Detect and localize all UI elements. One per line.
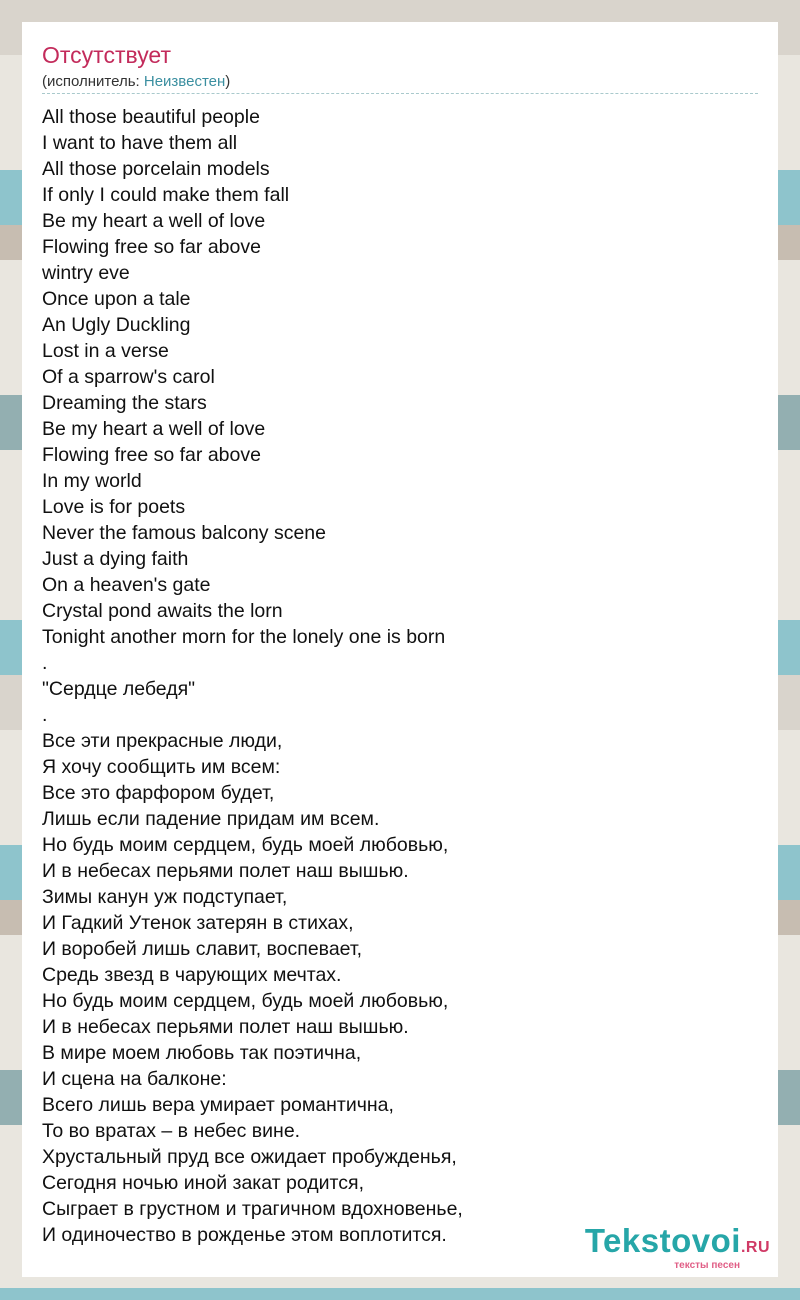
lyric-line: Of a sparrow's carol [42,366,215,388]
lyric-line: Never the famous balcony scene [42,522,326,544]
lyric-line: Dreaming the stars [42,392,207,414]
lyric-line: wintry eve [42,262,130,284]
lyric-line: If only I could make them fall [42,184,290,206]
lyric-line: On a heaven's gate [42,574,211,596]
lyric-line: Лишь если падение придам им всем. [42,808,380,830]
lyric-line: I want to have them all [42,132,238,154]
lyric-line: В мире моем любовь так поэтична, [42,1042,362,1064]
artist-line [42,73,230,90]
lyric-line: Be my heart a well of love [42,210,266,232]
lyric-line: All those beautiful people [42,106,260,128]
artist-link[interactable]: Неизвестен [143,73,226,90]
lyric-line: И Гадкий Утенок затерян в стихах, [42,912,354,934]
lyrics-card [22,22,778,1277]
song-title: Отсутствует [42,42,171,68]
lyric-line: All those porcelain models [42,158,270,180]
logo-wordmark [585,1224,770,1265]
site-logo[interactable] [585,1224,770,1271]
lyric-line: Love is for poets [42,496,186,518]
artist-prefix: (исполнитель: [42,73,144,90]
lyric-line: Crystal pond awaits the lorn [42,600,283,622]
lyric-line: Все это фарфором будет, [42,782,275,804]
lyric-line: Tonight another morn for the lonely one is born [42,626,446,648]
lyric-line: Just a dying faith [42,548,189,570]
lyric-line: Я хочу сообщить им всем: [42,756,281,778]
logo-name: Tekstovoi [584,1222,741,1259]
lyric-line: Все эти прекрасные люди, [42,730,283,752]
lyric-line: . [42,652,48,674]
lyric-line: То во вратах – в небес вине. [42,1120,301,1142]
lyric-line: Flowing free so far above [42,444,261,466]
lyric-line: Всего лишь вера умирает романтична, [42,1094,394,1116]
lyrics-text [42,104,742,1248]
lyric-line: Be my heart a well of love [42,418,266,440]
lyric-line: Средь звезд в чарующих мечтах. [42,964,342,986]
lyric-line: Flowing free so far above [42,236,261,258]
lyric-line: Хрустальный пруд все ожидает пробужденья, [42,1146,457,1168]
lyric-line: Сыграет в грустном и трагичном вдохновенье, [42,1198,463,1220]
lyric-line: Once upon a tale [42,288,191,310]
bottom-stripe [0,1288,800,1300]
lyric-line: Зимы канун уж подступает, [42,886,288,908]
lyric-line: И в небесах перьями полет наш вышью. [42,860,409,882]
logo-tagline: тексты песен [674,1260,740,1271]
logo-tld: .RU [740,1239,770,1256]
lyric-line: И воробей лишь славит, воспевает, [42,938,363,960]
lyric-line: . [42,704,48,726]
lyric-line: И сцена на балконе: [42,1068,227,1090]
lyric-line: Lost in a verse [42,340,169,362]
lyric-line: Но будь моим сердцем, будь моей любовью, [42,990,449,1012]
lyric-line: An Ugly Duckling [42,314,191,336]
lyric-line: И одиночество в рожденье этом воплотится. [42,1224,447,1246]
title-divider [42,93,758,94]
lyric-line: In my world [42,470,142,492]
lyric-line: Сегодня ночью иной закат родится, [42,1172,364,1194]
lyric-line: Но будь моим сердцем, будь моей любовью, [42,834,449,856]
lyric-line: "Сердце лебедя" [42,678,196,700]
artist-suffix: ) [225,73,231,90]
lyric-line: И в небесах перьями полет наш вышью. [42,1016,409,1038]
